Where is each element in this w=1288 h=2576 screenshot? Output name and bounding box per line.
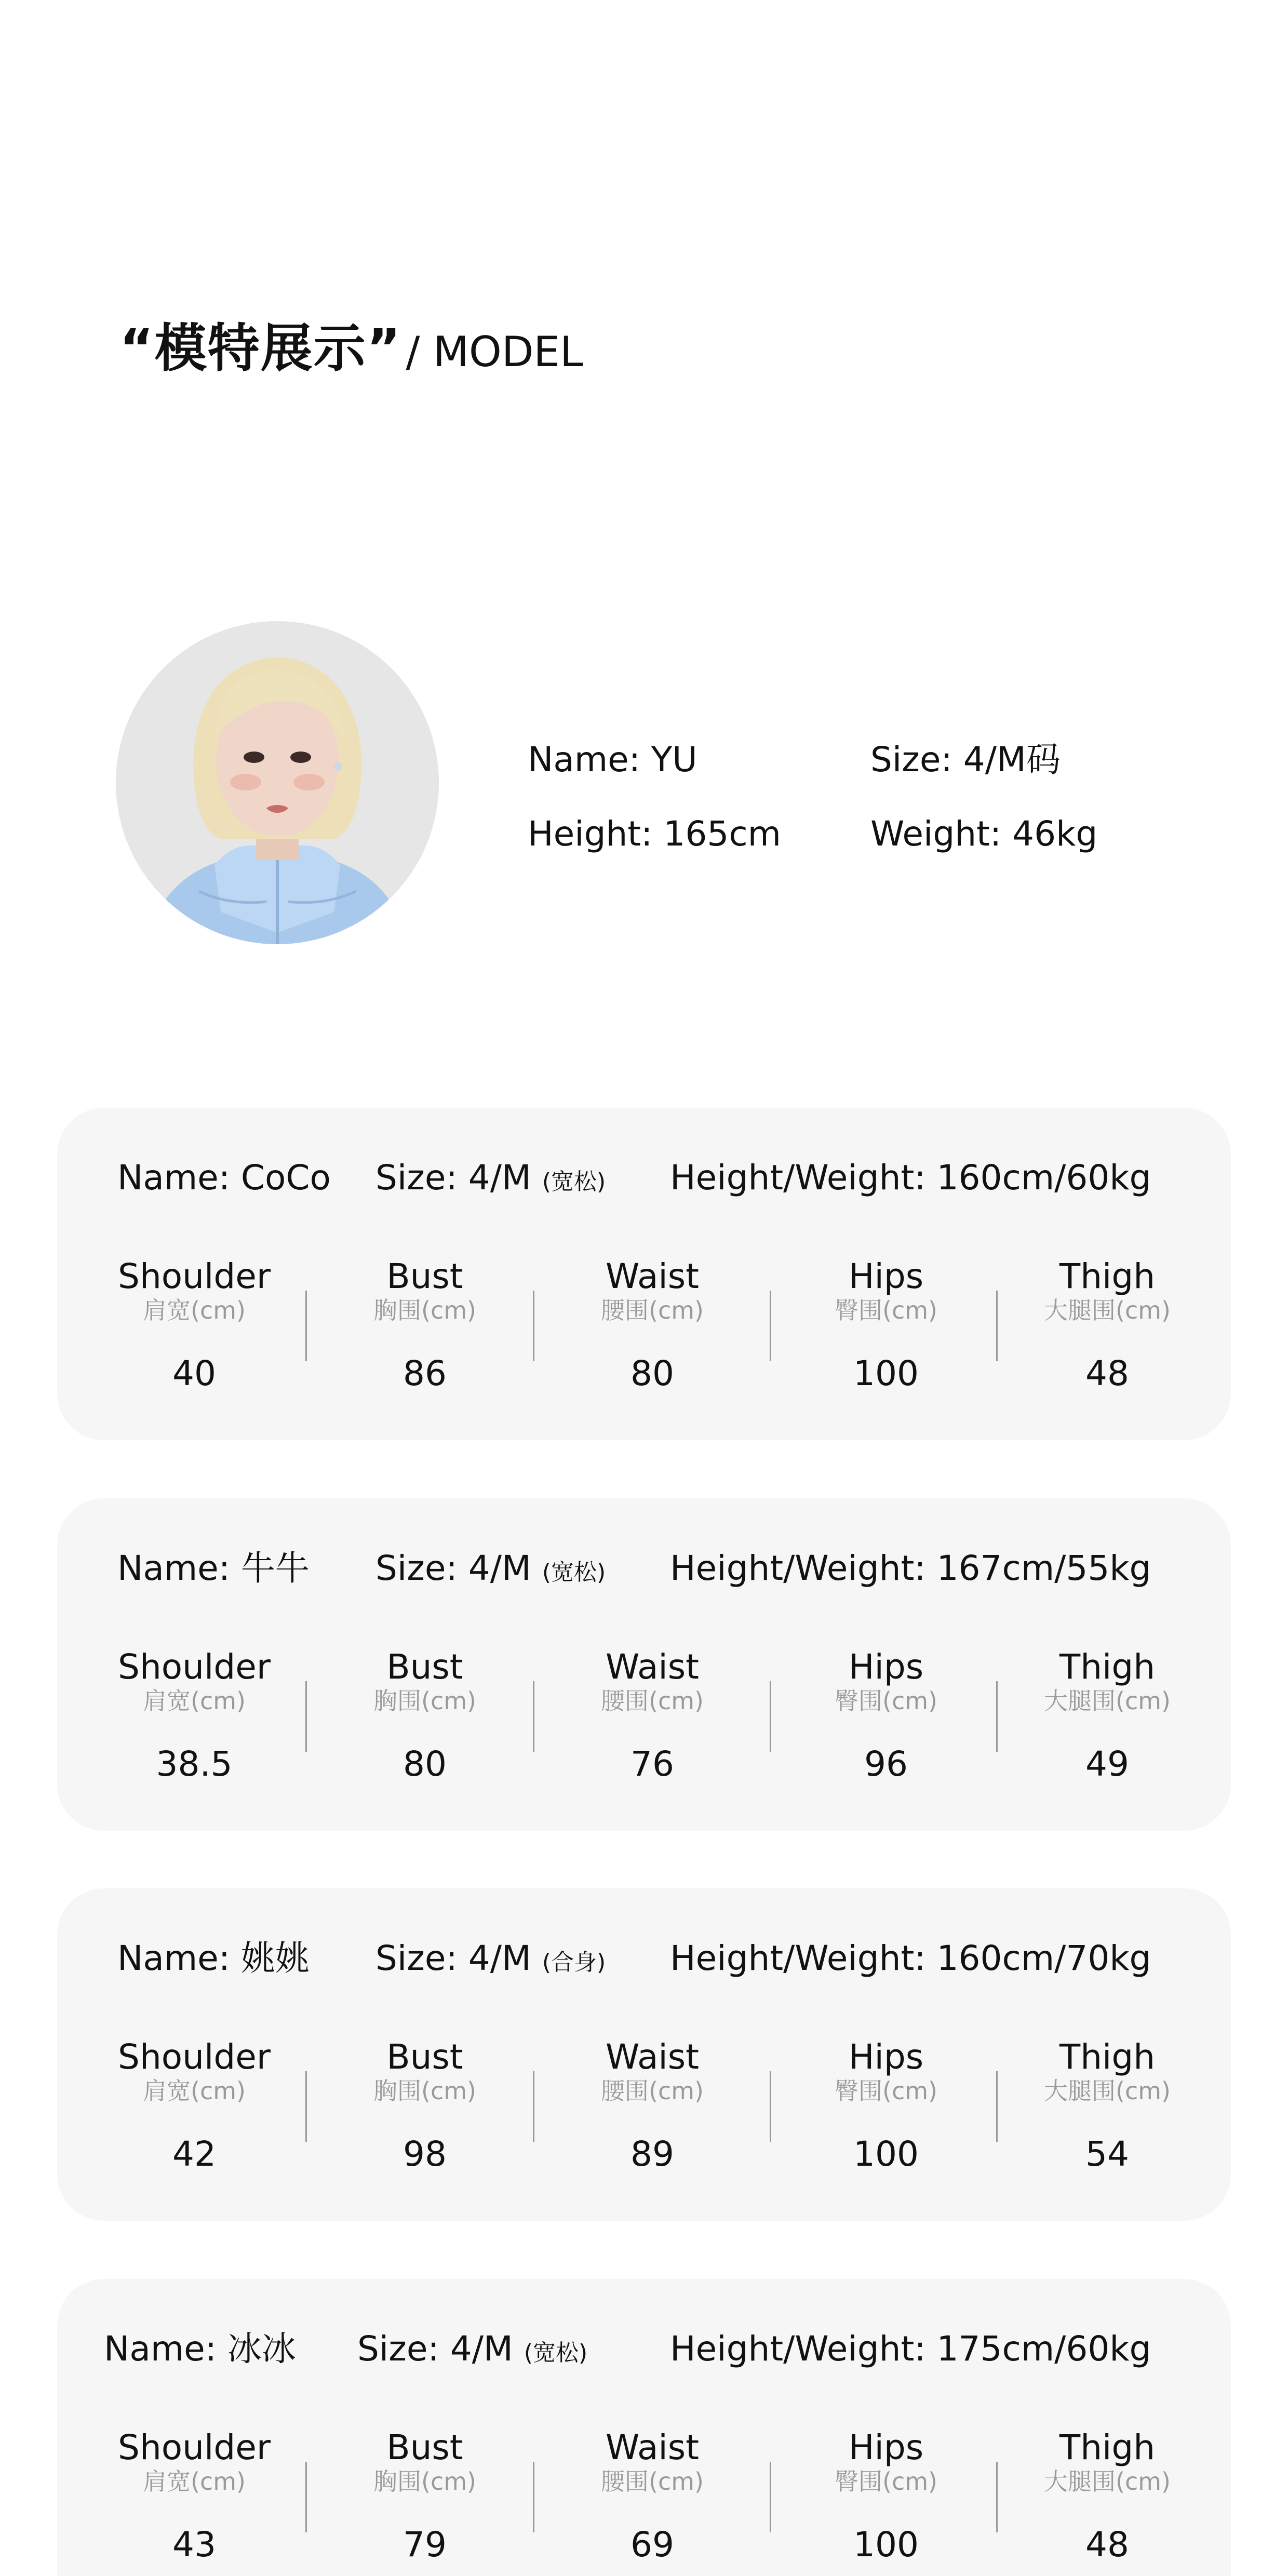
measurement-card [57,1498,1231,1831]
hips-column [803,1258,969,1394]
shoulder-column [111,1649,277,1785]
divider [770,2462,771,2532]
divider [996,1291,998,1361]
column-sublabel: 肩宽(cm) [143,2077,246,2105]
divider [305,2071,307,2142]
bust-column [342,1258,508,1394]
thigh-value: 48 [1085,1353,1129,1393]
column-sublabel: 腰围(cm) [601,2467,704,2496]
model-name: Name: YU [528,740,697,780]
divider [770,1291,771,1361]
card-size: Size: 4/M (合身) [375,1938,606,1978]
divider [305,1291,307,1361]
column-sublabel: 胸围(cm) [373,1687,476,1715]
bust-value: 79 [403,2525,447,2565]
card-name: Name: 牛牛 [117,1548,310,1588]
card-header [57,1548,1231,1589]
card-header [57,2328,1231,2370]
divider [533,1291,534,1361]
divider [770,1681,771,1752]
card-size: Size: 4/M (宽松) [375,1548,606,1588]
model-weight: Weight: 46kg [870,814,1098,854]
column-label: Bust [386,2037,463,2077]
model-height: Height: 165cm [528,814,781,854]
bust-value: 98 [403,2134,447,2174]
thigh-column [1024,2039,1190,2175]
column-label: Shoulder [118,2037,271,2077]
hips-value: 100 [853,1353,919,1393]
column-sublabel: 大腿围(cm) [1044,1687,1171,1715]
column-label: Shoulder [118,1647,271,1687]
hips-column [803,2427,969,2566]
column-sublabel: 腰围(cm) [601,2077,704,2105]
divider [533,2462,534,2532]
card-height-weight: Height/Weight: 167cm/55kg [670,1548,1151,1588]
waist-column [569,1258,735,1394]
hips-value: 100 [853,2134,919,2174]
thigh-column [1024,2427,1190,2566]
column-sublabel: 臀围(cm) [835,1687,937,1715]
column-sublabel: 肩宽(cm) [143,1296,246,1324]
thigh-value: 49 [1085,1744,1129,1784]
column-label: Waist [605,2037,700,2077]
hips-column [803,1649,969,1785]
column-label: Waist [605,1256,700,1296]
column-label: Bust [386,1647,463,1687]
waist-value: 69 [630,2525,674,2565]
column-sublabel: 腰围(cm) [601,1687,704,1715]
bust-value: 86 [403,1353,447,1393]
page-title-zh: “模特展示” [119,318,402,379]
column-label: Bust [386,2427,463,2467]
shoulder-column [111,2427,277,2566]
divider [770,2071,771,2142]
bust-value: 80 [403,1744,447,1784]
column-label: Bust [386,1256,463,1296]
column-label: Waist [605,2427,700,2467]
card-name: Name: 姚姚 [117,1938,310,1978]
bust-column [342,2427,508,2566]
waist-column [569,2427,735,2566]
waist-value: 76 [630,1744,674,1784]
divider [305,2462,307,2532]
shoulder-value: 42 [172,2134,216,2174]
column-sublabel: 胸围(cm) [373,2467,476,2496]
model-portrait-icon [116,621,439,944]
measurement-card [57,1108,1231,1440]
column-sublabel: 肩宽(cm) [143,2467,246,2496]
column-label: Hips [848,2427,924,2467]
divider [533,2071,534,2142]
divider [996,2462,998,2532]
hips-value: 100 [853,2525,919,2565]
shoulder-value: 40 [172,1353,216,1393]
divider [533,1681,534,1752]
column-sublabel: 大腿围(cm) [1044,1296,1171,1324]
divider [996,2071,998,2142]
column-label: Thigh [1059,2427,1156,2467]
column-sublabel: 大腿围(cm) [1044,2077,1171,2105]
card-height-weight: Height/Weight: 175cm/60kg [670,2329,1151,2369]
card-name: Name: 冰冰 [104,2329,296,2369]
shoulder-column [111,1258,277,1394]
column-sublabel: 胸围(cm) [373,2077,476,2105]
fit-note: (宽松) [542,1169,606,1195]
model-size: Size: 4/M码 [870,740,1061,780]
card-height-weight: Height/Weight: 160cm/60kg [670,1158,1151,1198]
thigh-column [1024,1258,1190,1394]
shoulder-value: 43 [172,2525,216,2565]
measurement-card [57,1888,1231,2221]
column-label: Thigh [1059,2037,1156,2077]
column-sublabel: 臀围(cm) [835,2077,937,2105]
card-size: Size: 4/M (宽松) [375,1158,606,1198]
column-label: Hips [848,1256,924,1296]
bust-column [342,1649,508,1785]
column-sublabel: 胸围(cm) [373,1296,476,1324]
thigh-value: 54 [1085,2134,1129,2174]
shoulder-column [111,2039,277,2175]
column-sublabel: 腰围(cm) [601,1296,704,1324]
fit-note: (宽松) [524,2340,588,2366]
fit-note: (宽松) [542,1559,606,1586]
waist-value: 80 [630,1353,674,1393]
page-title [119,306,583,379]
card-size: Size: 4/M (宽松) [357,2329,588,2369]
column-sublabel: 臀围(cm) [835,1296,937,1324]
hips-column [803,2039,969,2175]
model-avatar [116,621,439,944]
fit-note: (合身) [542,1949,606,1976]
waist-column [569,1649,735,1785]
column-label: Hips [848,1647,924,1687]
bust-column [342,2039,508,2175]
column-label: Hips [848,2037,924,2077]
column-label: Thigh [1059,1647,1156,1687]
column-label: Waist [605,1647,700,1687]
thigh-value: 48 [1085,2525,1129,2565]
measurement-card [57,2279,1231,2576]
card-name: Name: CoCo [117,1158,331,1198]
column-label: Thigh [1059,1256,1156,1296]
card-height-weight: Height/Weight: 160cm/70kg [670,1938,1151,1978]
shoulder-value: 38.5 [156,1744,233,1784]
page-title-en: / MODEL [406,328,583,376]
column-sublabel: 肩宽(cm) [143,1687,246,1715]
column-label: Shoulder [118,2427,271,2467]
thigh-column [1024,1649,1190,1785]
column-label: Shoulder [118,1256,271,1296]
waist-value: 89 [630,2134,674,2174]
divider [996,1681,998,1752]
divider [305,1681,307,1752]
hips-value: 96 [864,1744,908,1784]
column-sublabel: 大腿围(cm) [1044,2467,1171,2496]
column-sublabel: 臀围(cm) [835,2467,937,2496]
card-header [57,1157,1231,1199]
waist-column [569,2039,735,2175]
card-header [57,1938,1231,1979]
